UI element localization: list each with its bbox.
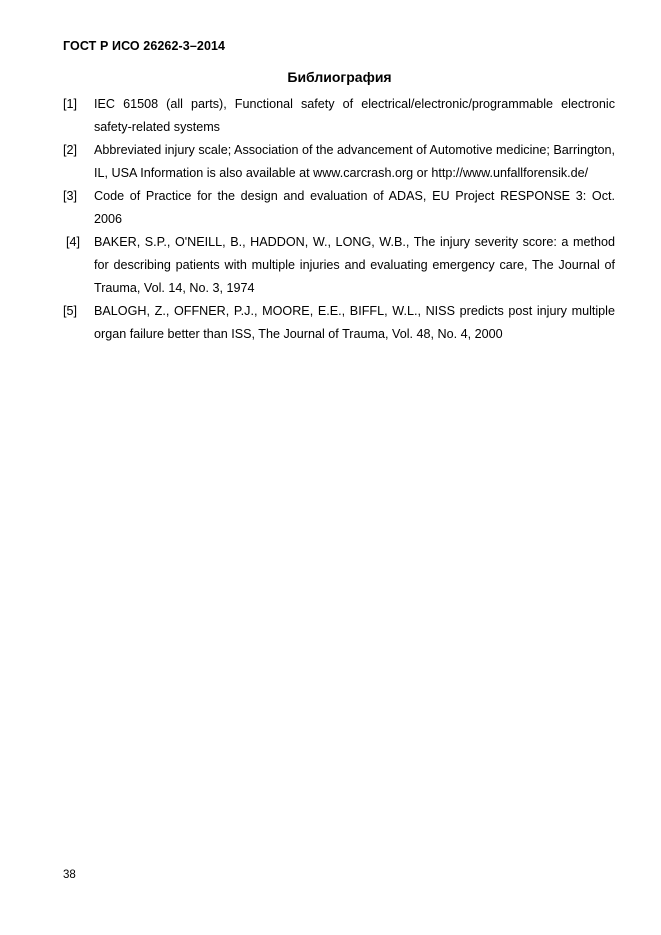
entry-text: BAKER, S.P., O'NEILL, B., HADDON, W., LONG, W.B., The injury severity score: a method for describing patients with multiple injuries and evaluating emergency care, The Journal of Trauma, Vol. 14, No. 3, 1974 [94, 235, 615, 295]
bibliography-entry-2 [63, 139, 615, 185]
entry-text: Abbreviated injury scale; Association of the advancement of Automotive medicine; Barrington, IL, USA Information is also available at www.carcrash.org or http://www.unfallforensik.de/ [94, 143, 615, 180]
entry-text: Code of Practice for the design and evaluation of ADAS, EU Project RESPONSE 3: Oct. 2006 [94, 189, 615, 226]
entry-number: [1] [63, 97, 78, 111]
entry-text: IEC 61508 (all parts), Functional safety of electrical/electronic/programmable electronic safety-related systems [94, 97, 615, 134]
entry-number: [4] [66, 235, 81, 249]
section-title [0, 69, 661, 85]
bibliography-entry-1 [63, 93, 615, 139]
entry-number: [2] [63, 143, 78, 157]
bibliography-list [63, 93, 615, 346]
entry-number: [5] [63, 304, 78, 318]
bibliography-entry-4 [63, 231, 615, 300]
page-number: 38 [63, 869, 76, 881]
document-header: ГОСТ Р ИСО 26262-3–2014 [63, 39, 226, 53]
section-title-text: Библиография [287, 69, 392, 85]
bibliography-entry-5 [63, 300, 615, 346]
entry-number: [3] [63, 189, 78, 203]
entry-text: BALOGH, Z., OFFNER, P.J., MOORE, E.E., BIFFL, W.L., NISS predicts post injury multiple organ failure better than ISS, The Journal of Trauma, Vol. 48, No. 4, 2000 [94, 304, 615, 341]
bibliography-entry-3 [63, 185, 615, 231]
